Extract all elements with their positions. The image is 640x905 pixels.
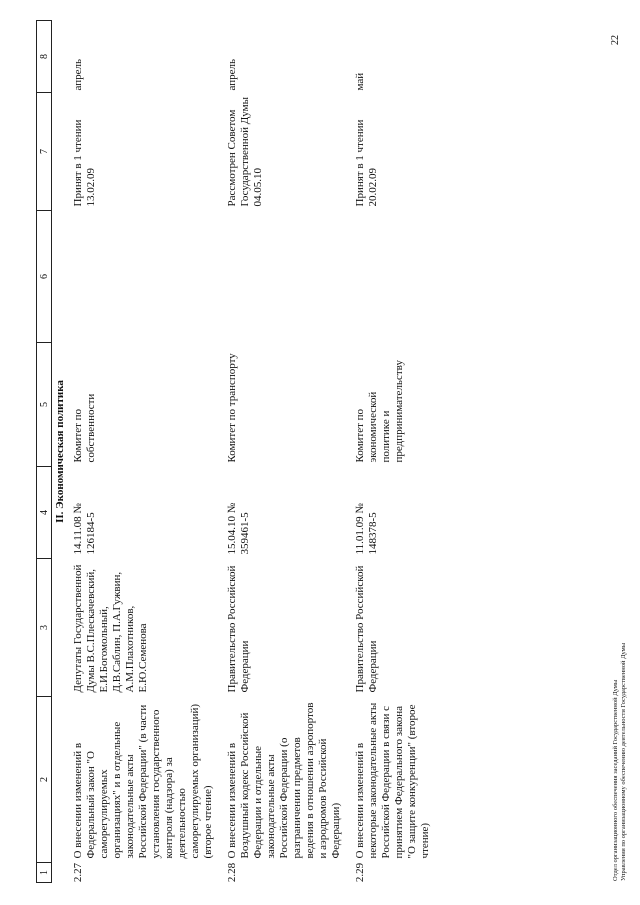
responsible-committee: Комитет по транспорту [226,353,238,463]
table-row [223,21,351,883]
column-number: 7 [37,93,52,211]
planned-month: май [354,72,366,91]
footer-directorate: Управления по организационному обеспечению деятельности Государственной Думы [620,642,627,881]
column-number: 5 [37,343,52,467]
bill-registration: 15.04.10 № 359461-5 [226,502,251,555]
bills-table [36,20,440,883]
column-number: 8 [37,21,52,93]
row-number: 2.27 [72,862,84,883]
bill-initiator: Правительство Российской Федерации [226,565,251,693]
planned-month: апрель [72,58,84,91]
bill-title: О внесении изменений в некоторые законодательные акты Российской Федерации в связи с принятием Федерального закона "О защите конкуренции" (второе чтение) [354,702,431,859]
column-6-cell [351,211,440,343]
column-number: 3 [37,559,52,697]
column-number: 2 [37,697,52,863]
section-row [52,21,70,883]
section-title: II. Экономическая политика [54,380,66,523]
table-row [69,21,223,883]
column-6-cell [223,211,351,343]
column-number: 6 [37,211,52,343]
column-number-row [37,21,52,883]
page-footer [612,181,628,881]
bill-title: О внесении изменений в Воздушный кодекс Российской Федерации и отдельные законодательные акты Российской Федерации (о разграничении предметов ведения в отношении аэропортов и аэродромов Российской Федерации) [226,702,342,859]
bill-status: Принят в 1 чтении 20.02.09 [354,119,379,207]
page-number: 22 [610,35,621,45]
column-6-cell [69,211,223,343]
row-number: 2.28 [226,862,238,883]
bill-registration: 11.01.09 № 148378-5 [354,503,379,555]
column-number: 4 [37,467,52,559]
responsible-committee: Комитет по собственности [72,393,97,463]
responsible-committee: Комитет по экономической политике и предпринимательству [354,360,405,463]
bill-registration: 14.11.08 № 126184-5 [72,503,97,555]
bill-title: О внесении изменений в Федеральный закон "О саморегулируемых организациях" и в отдельные законодательные акты Российской Федерации" (в части установления государственного контроля (надзора) за деятельностью саморегулируемых организаций) (второе чтение) [72,703,214,859]
planned-month: апрель [226,58,238,91]
footer-department: Отдел организационного обеспечения заседаний Государственной Думы [612,679,619,881]
bill-initiator: Правительство Российской Федерации [354,565,379,693]
row-number: 2.29 [354,862,366,883]
bill-status: Принят в 1 чтении 13.02.09 [72,119,97,207]
bill-status: Рассмотрен Советом Государственной Думы 04.05.10 [226,96,264,207]
bill-initiator: Депутаты Государственной Думы В.С.Плескачевский, Е.И.Богомольный, Д.В.Саблин, П.А.Гужвин, А.М.Плахотников, Е.Ю.Семенова [72,564,149,693]
table-row [351,21,440,883]
column-number: 1 [37,863,52,883]
